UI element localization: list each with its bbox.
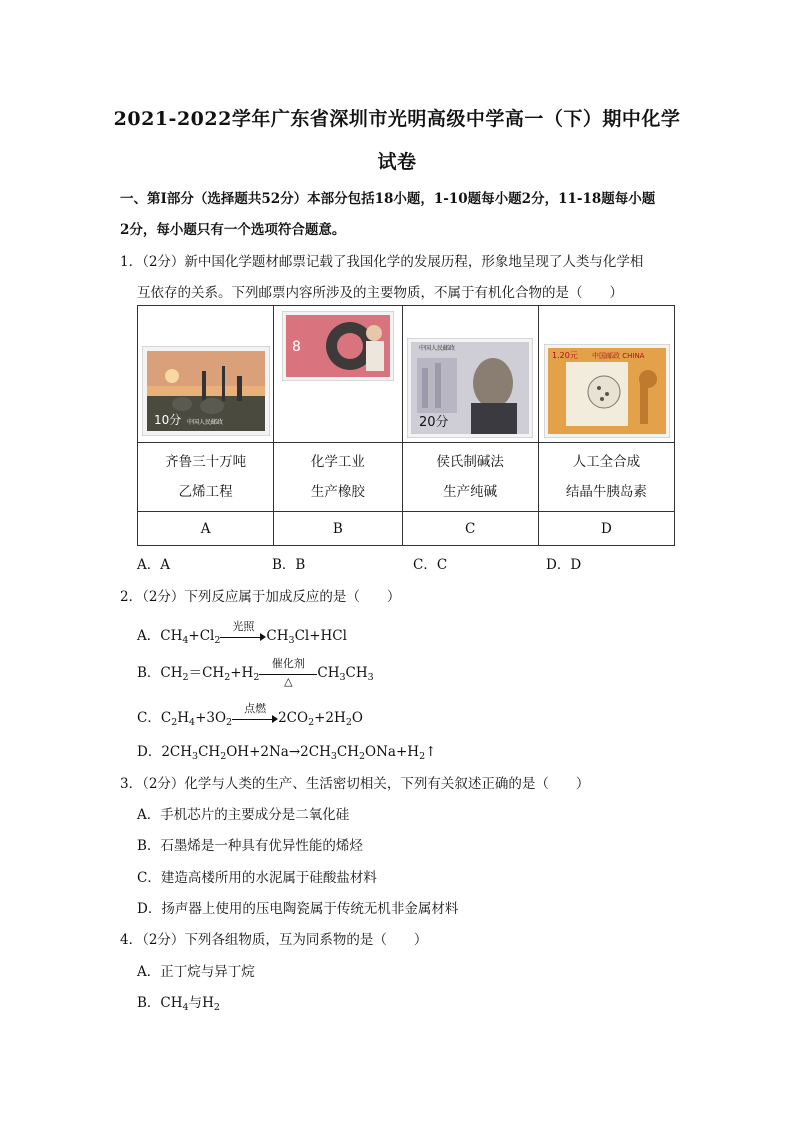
stamp-name-a-line1: 齐鲁三十万吨 bbox=[165, 454, 247, 470]
q4-stem: 4．（2分）下列各组物质，互为同系物的是（ ） bbox=[120, 932, 428, 948]
stamp-letter-d: D bbox=[538, 512, 674, 546]
stamp-a-value: 10分 bbox=[154, 413, 182, 427]
stamp-d-country: 中国邮政 CHINA bbox=[591, 352, 645, 360]
stamp-name-c-line2: 生产纯碱 bbox=[443, 484, 498, 500]
q2-c-condition: 点燃 bbox=[244, 701, 267, 715]
stamp-name-c bbox=[402, 443, 538, 512]
q4-option-b-label: B． bbox=[137, 995, 161, 1011]
stamp-name-b-line2: 生产橡胶 bbox=[310, 484, 365, 500]
page-title-line2: 试卷 bbox=[377, 151, 417, 173]
stamp-name-c-line1: 侯氏制碱法 bbox=[436, 454, 504, 470]
stamp-name-d bbox=[538, 443, 674, 512]
q2-option-a[interactable]: A．$CH_4+Cl_2$ 光照 $CH_3Cl+HCl$ bbox=[137, 619, 347, 646]
stamp-letter-b: B bbox=[274, 512, 402, 546]
stamp-b-image bbox=[282, 311, 394, 381]
q1-option-d[interactable]: D．D bbox=[546, 557, 582, 573]
stamp-d-image bbox=[544, 344, 670, 438]
stamp-c-country: 中国人民邮政 bbox=[418, 345, 455, 352]
stamp-letter-c: C bbox=[402, 512, 538, 546]
stamp-a-country: 中国人民邮政 bbox=[187, 419, 224, 426]
q2-b-condition-top: 催化剂 bbox=[271, 656, 305, 670]
stamp-name-a-line2: 乙烯工程 bbox=[178, 484, 233, 500]
q2-a-condition: 光照 bbox=[232, 619, 255, 633]
reaction-arrow-icon bbox=[232, 701, 278, 726]
stamp-table bbox=[137, 305, 675, 546]
q2-b-condition-bottom: △ bbox=[284, 674, 293, 688]
stamp-a-image bbox=[142, 346, 270, 436]
q4-option-b[interactable]: B．$CH_4$与$H_2$ bbox=[137, 995, 220, 1013]
stamp-c-image bbox=[407, 338, 533, 438]
section-heading-line1: 一、第Ⅰ部分（选择题共52分）本部分包括18小题，1-10题每小题2分，11-18题每小题 bbox=[120, 191, 656, 207]
q4-option-a[interactable]: A．正丁烷与异丁烷 bbox=[137, 964, 255, 980]
q1-option-c[interactable]: C．C bbox=[413, 557, 448, 573]
q2-option-c[interactable]: C．$C_2H_4+3O_2$ 点燃 $2CO_2+2H_2O$ bbox=[137, 701, 363, 728]
q1-stem-line2: 互依存的关系。下列邮票内容所涉及的主要物质，不属于有机化合物的是（ ） bbox=[137, 285, 623, 301]
section-heading-line2: 2分，每小题只有一个选项符合题意。 bbox=[120, 222, 346, 238]
stamp-name-b bbox=[274, 443, 402, 512]
q2-option-a-label: A． bbox=[137, 628, 161, 644]
q2-option-d[interactable]: D．$2CH_3CH_2OH+2Na\to 2CH_3CH_2ONa+H_2↑$ bbox=[137, 744, 437, 762]
stamp-cell-b bbox=[274, 306, 402, 443]
q1-stem-line1: 1．（2分）新中国化学题材邮票记载了我国化学的发展历程，形象地呈现了人类与化学相 bbox=[120, 254, 644, 270]
q3-stem: 3．（2分）化学与人类的生产、生活密切相关，下列有关叙述正确的是（ ） bbox=[120, 776, 590, 792]
reaction-arrow-icon bbox=[220, 619, 266, 644]
q2-option-b-label: B． bbox=[137, 665, 161, 681]
stamp-b-value: 8 bbox=[292, 339, 302, 355]
q2-option-c-label: C． bbox=[137, 710, 161, 726]
stamp-cell-d bbox=[538, 306, 674, 443]
q1-option-b[interactable]: B．B bbox=[272, 557, 306, 573]
q2-option-b[interactable]: B．$CH_2=CH_2+H_2$ 催化剂 △ $CH_3CH_3$ bbox=[137, 656, 374, 688]
stamp-c-value: 20分 bbox=[418, 415, 449, 430]
q3-option-d[interactable]: D．扬声器上使用的压电陶瓷属于传统无机非金属材料 bbox=[137, 901, 459, 917]
stamp-cell-c bbox=[402, 306, 538, 443]
page-title: 2021-2022学年广东省深圳市光明高级中学高一（下）期中化学 bbox=[113, 108, 681, 130]
stamp-letter-a: A bbox=[138, 512, 274, 546]
stamp-name-a bbox=[138, 443, 274, 512]
q1-option-a[interactable]: A．A bbox=[137, 557, 170, 573]
q3-option-c[interactable]: C．建造高楼所用的水泥属于硅酸盐材料 bbox=[137, 870, 377, 886]
stamp-name-d-line2: 结晶牛胰岛素 bbox=[565, 484, 647, 500]
stamp-d-value: 1.20元 bbox=[551, 351, 578, 360]
reaction-arrow-icon bbox=[259, 656, 317, 688]
q2-option-d-label: D． bbox=[137, 744, 162, 760]
stamp-name-d-line1: 人工全合成 bbox=[572, 454, 641, 470]
q2-stem: 2．（2分）下列反应属于加成反应的是（ ） bbox=[120, 589, 401, 605]
stamp-cell-a bbox=[138, 306, 274, 443]
q3-option-a[interactable]: A．手机芯片的主要成分是二氧化硅 bbox=[137, 807, 350, 823]
stamp-name-b-line1: 化学工业 bbox=[310, 454, 365, 470]
q3-option-b[interactable]: B．石墨烯是一种具有优异性能的烯烃 bbox=[137, 838, 363, 854]
